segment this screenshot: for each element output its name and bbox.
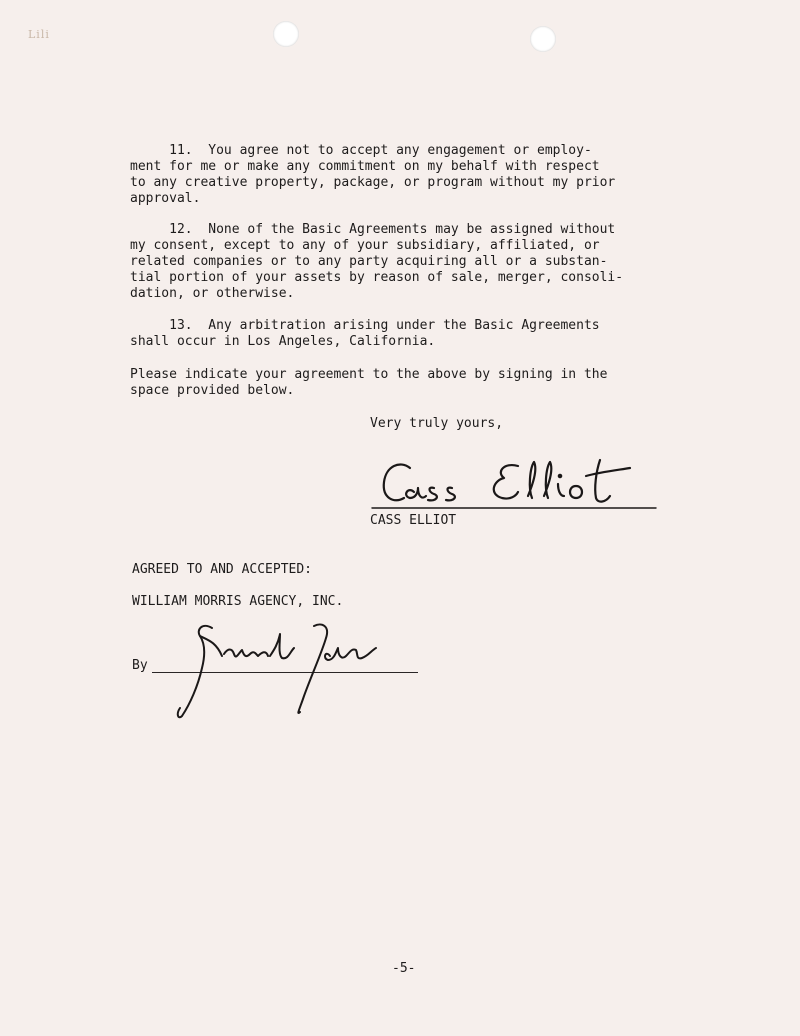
binder-hole-left [273,21,299,47]
text-line: Please indicate your agreement to the above by signing in the [130,367,608,382]
text-line: related companies or to any party acquiring all or a substan- [130,254,608,269]
agency-signature [172,612,387,727]
text-line: tial portion of your assets by reason of sale, merger, consoli- [130,270,624,285]
paragraph-13 [130,318,750,350]
text-line: ment for me or make any commitment on my behalf with respect [130,159,600,174]
paragraph-12 [130,222,750,302]
text-line: 13. Any arbitration arising under the Basic Agreements [130,318,600,333]
text-line: 12. None of the Basic Agreements may be assigned without [130,222,616,237]
text-line: my consent, except to any of your subsidiary, affiliated, or [130,238,600,253]
text-line: to any creative property, package, or program without my prior [130,175,616,190]
text-line: shall occur in Los Angeles, California. [130,334,436,349]
binder-hole-right [530,26,556,52]
closing: Very truly yours, [370,416,504,431]
page-number: -5- [392,961,416,976]
by-label: By [132,658,148,673]
text-line: space provided below. [130,383,295,398]
text-line: 11. You agree not to accept any engagement or employ- [130,143,592,158]
cass-elliot-signature [368,452,658,514]
text-line: approval. [130,191,201,206]
company-name: WILLIAM MORRIS AGENCY, INC. [132,594,344,609]
paragraph-11 [130,143,750,207]
signature-request [130,367,750,399]
agreed-label: AGREED TO AND ACCEPTED: [132,562,313,577]
text-line: dation, or otherwise. [130,286,295,301]
pencil-corner-mark: Lili [28,28,50,41]
signer-name: CASS ELLIOT [370,513,457,528]
